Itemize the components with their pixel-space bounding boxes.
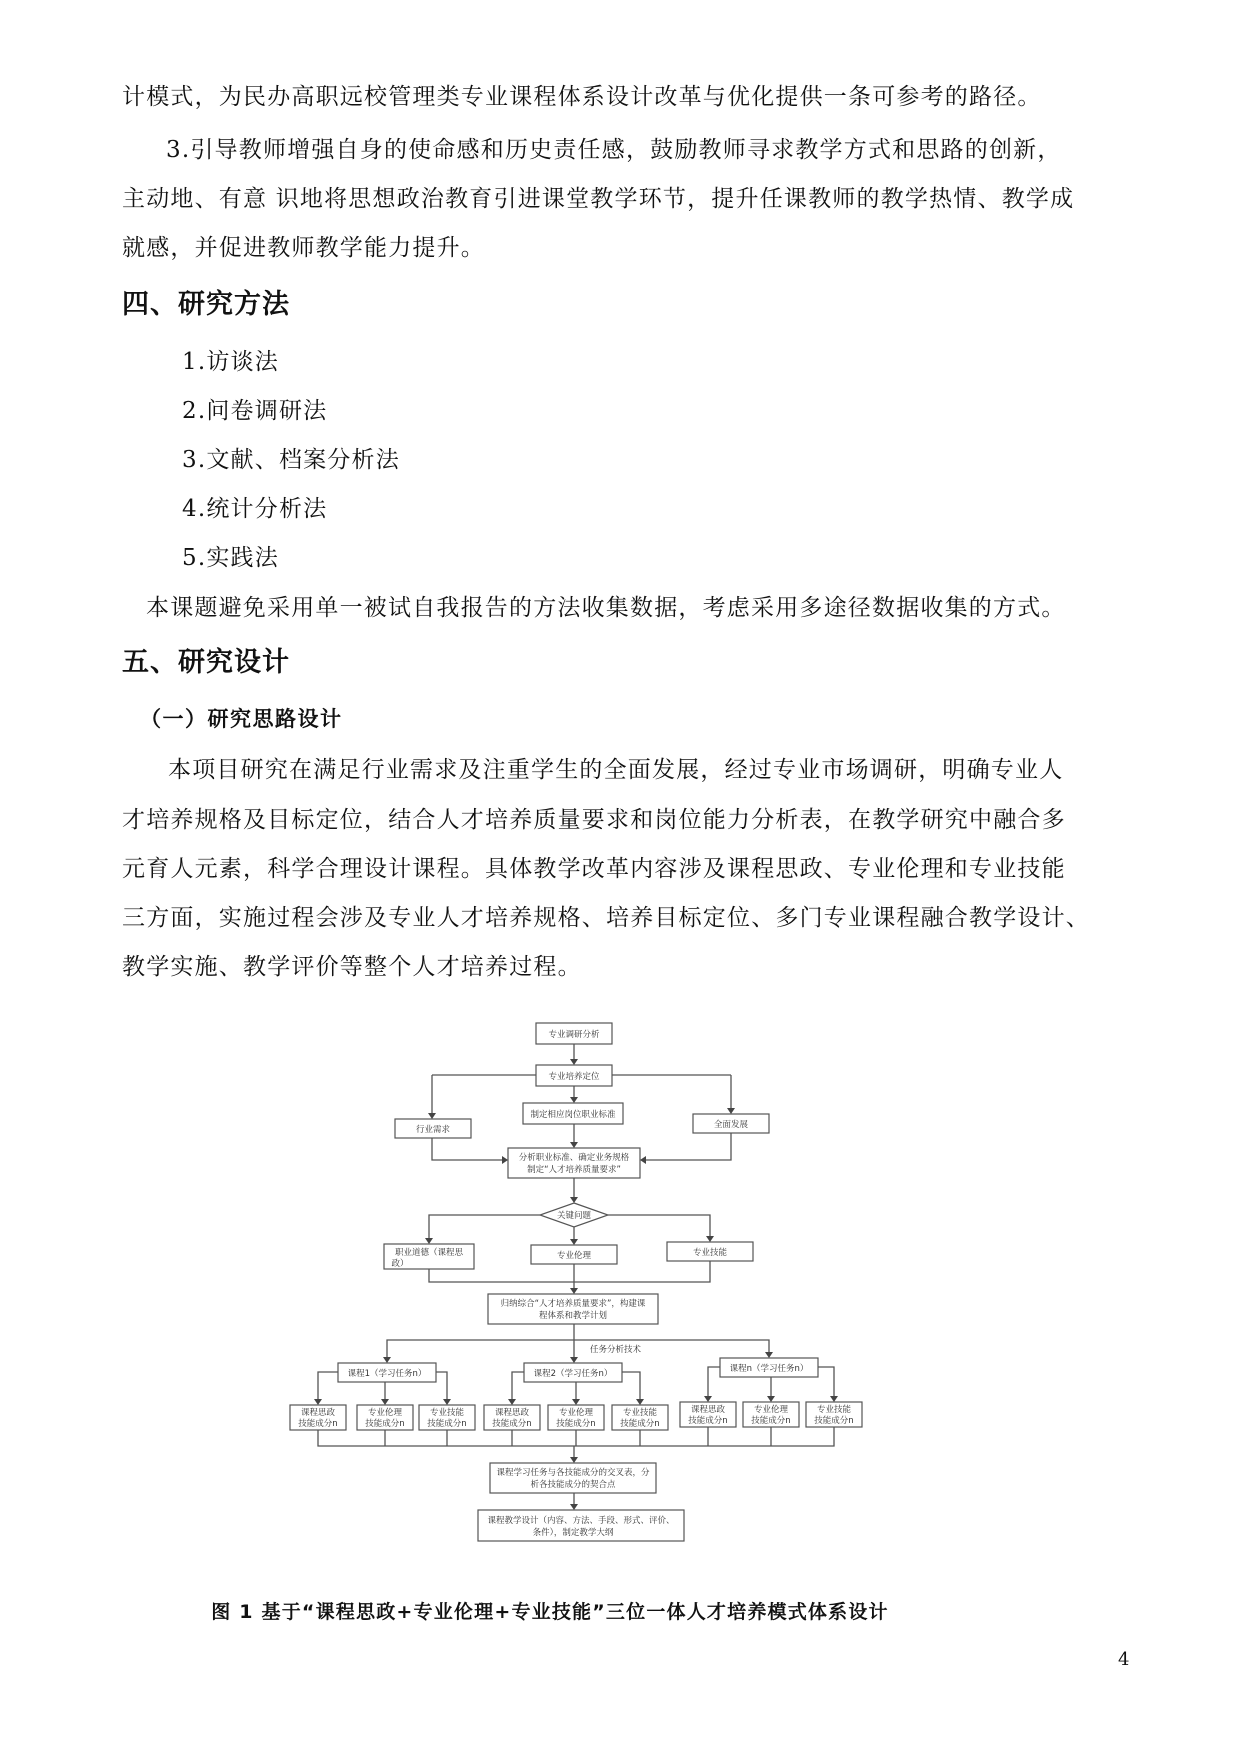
list-item: 5.实践法	[182, 545, 279, 571]
leaf-label: 技能成分n	[298, 1419, 338, 1429]
leaf-label: 技能成分n	[365, 1419, 405, 1429]
paragraph-line: 3.引导教师增强自身的使命感和历史责任感，鼓励教师寻求教学方式和思路的创新，	[166, 137, 1062, 163]
leaf-label: 专业技能	[622, 1408, 658, 1418]
box-ethics-left-label: 职业道德（课程思	[394, 1248, 464, 1258]
leaf-label: 技能成分n	[492, 1419, 532, 1429]
section-heading: 四、研究方法	[122, 289, 290, 320]
paragraph-line: 三方面，实施过程会涉及专业人才培养规格、培养目标定位、多门专业课程融合教学设计、	[122, 905, 1090, 931]
box-course2-label: 课程2（学习任务n）	[533, 1369, 613, 1379]
paragraph-line: 元育人元素，科学合理设计课程。具体教学改革内容涉及课程思政、专业伦理和专业技能	[122, 856, 1066, 882]
box-positioning-label: 专业培养定位	[548, 1072, 600, 1082]
leaf-label: 专业伦理	[753, 1405, 789, 1415]
leaf-label: 专业技能	[816, 1405, 852, 1415]
box-build-label: 归纳综合“人才培养质量要求”，构建课	[500, 1299, 646, 1309]
section-heading: 五、研究设计	[122, 647, 290, 678]
task-analysis-label: 任务分析技术	[590, 1345, 642, 1355]
box-cross-label: 课程学习任务与各技能成分的交叉表，分	[496, 1468, 650, 1478]
paragraph-line: 教学实施、教学评价等整个人才培养过程。	[122, 954, 582, 980]
box-cross-label: 析各技能成分的契合点	[530, 1480, 616, 1490]
page-number: 4	[1118, 1649, 1130, 1670]
leaf-label: 课程思政	[690, 1405, 726, 1415]
box-build-label: 程体系和教学计划	[538, 1311, 608, 1321]
leaf-label: 技能成分n	[751, 1416, 791, 1426]
leaf-label: 专业技能	[429, 1408, 465, 1418]
leaf-label: 专业伦理	[558, 1408, 594, 1418]
decision-label: 关键问题	[556, 1211, 592, 1221]
list-item: 2.问卷调研法	[182, 398, 328, 424]
box-analyze-label: 分析职业标准、确定业务规格	[518, 1153, 630, 1163]
box-ethics-left-label: 政）	[391, 1259, 409, 1269]
box-development-label: 全面发展	[713, 1120, 749, 1130]
box-analyze-label: 制定“人才培养质量要求”	[527, 1165, 621, 1175]
leaf-label: 技能成分n	[556, 1419, 596, 1429]
box-design-label: 课程教学设计（内容、方法、手段、形式、评价、	[487, 1516, 675, 1526]
leaf-label: 专业伦理	[367, 1408, 403, 1418]
list-item: 4.统计分析法	[182, 496, 328, 522]
paragraph-line: 本项目研究在满足行业需求及注重学生的全面发展，经过专业市场调研，明确专业人	[168, 757, 1064, 783]
leaf-label: 技能成分n	[427, 1419, 467, 1429]
subsection-heading: （一）研究思路设计	[140, 707, 343, 731]
list-item: 3.文献、档案分析法	[182, 447, 400, 473]
leaf-label: 技能成分n	[814, 1416, 854, 1426]
leaf-label: 课程思政	[494, 1408, 530, 1418]
leaf-label: 课程思政	[300, 1408, 336, 1418]
list-item: 1.访谈法	[182, 349, 279, 375]
leaf-label: 技能成分n	[620, 1419, 660, 1429]
box-standard-label: 制定相应岗位职业标准	[530, 1110, 616, 1120]
box-survey-label: 专业调研分析	[548, 1030, 600, 1040]
paragraph-line: 就感，并促进教师教学能力提升。	[122, 235, 485, 261]
box-design-label: 条件），制定教学大纲	[532, 1528, 614, 1538]
box-ethics-label: 专业伦理	[556, 1251, 592, 1261]
box-skill-label: 专业技能	[692, 1248, 728, 1258]
paragraph-line: 主动地、有意 识地将思想政治教育引进课堂教学环节，提升任课教师的教学热情、教学成	[122, 186, 1075, 212]
box-industry-label: 行业需求	[415, 1125, 451, 1135]
paragraph-line: 本课题避免采用单一被试自我报告的方法收集数据，考虑采用多途径数据收集的方式。	[146, 595, 1066, 621]
figure-caption: 图 1 基于“课程思政+专业伦理+专业技能”三位一体人才培养模式体系设计	[211, 1601, 889, 1623]
paragraph-line: 才培养规格及目标定位，结合人才培养质量要求和岗位能力分析表，在教学研究中融合多	[122, 807, 1066, 833]
box-coursen-label: 课程n（学习任务n）	[729, 1364, 809, 1374]
leaf-label: 技能成分n	[688, 1416, 728, 1426]
paragraph-line: 计模式，为民办高职远校管理类专业课程体系设计改革与优化提供一条可参考的路径。	[122, 84, 1042, 110]
box-course1-label: 课程1（学习任务n）	[347, 1369, 427, 1379]
